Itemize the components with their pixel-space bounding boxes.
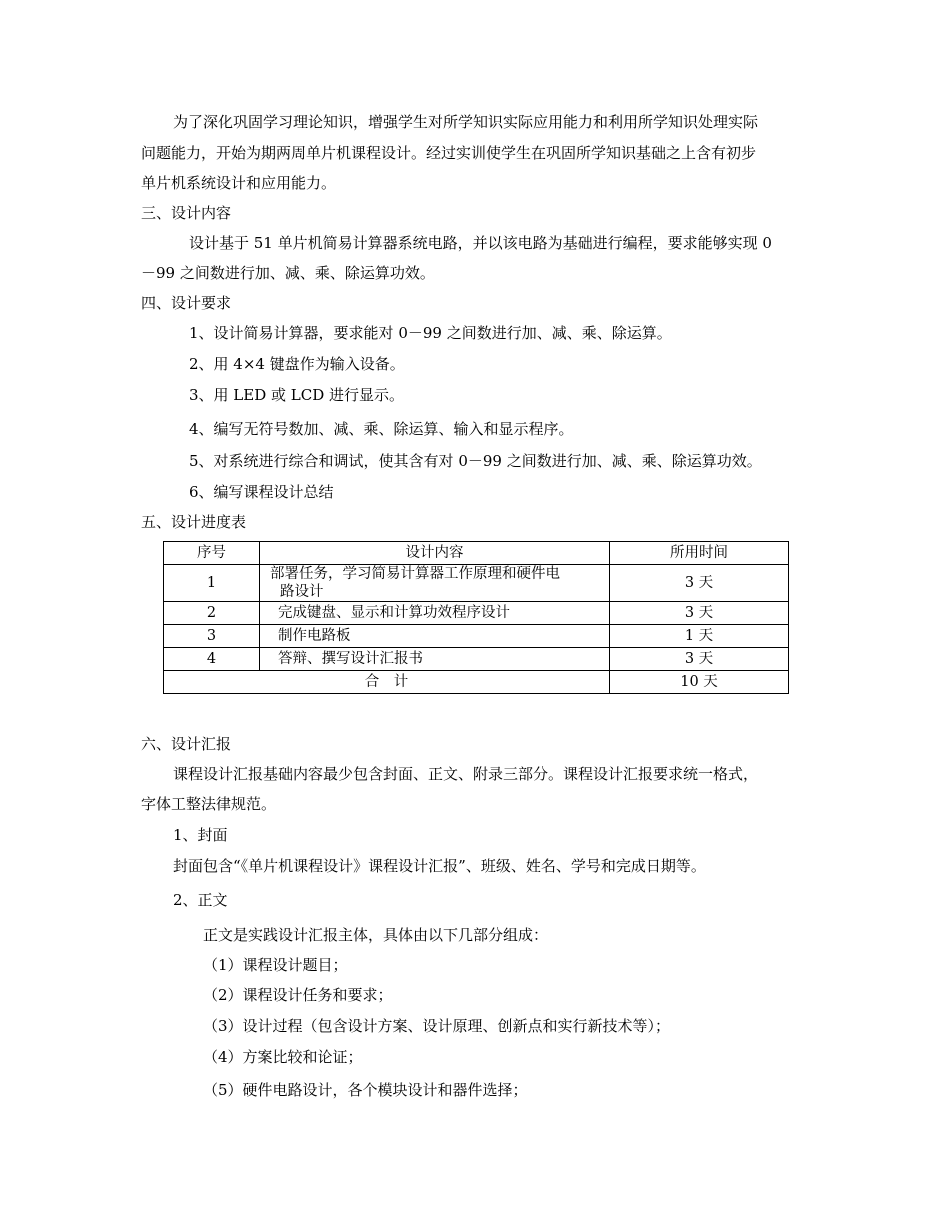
section-3-line-2: －99 之间数进行加、减、乘、除运算功效。: [141, 264, 435, 282]
row-content: [260, 565, 610, 602]
section-6-para-line-1: 课程设计汇报基础内容最少包含封面、正文、附录三部分。课程设计汇报要求统一格式，: [173, 765, 759, 783]
requirement-item: 6、编写课程设计总结: [189, 483, 334, 501]
table-row: [164, 625, 789, 648]
section-3-line-1: 设计基于 51 单片机简易计算器系统电路，并以该电路为基础进行编程，要求能够实现 0: [189, 234, 772, 252]
requirement-item: 1、设计简易计算器，要求能对 0－99 之间数进行加、减、乘、除运算。: [189, 324, 672, 342]
section-3-heading: 三、设计内容: [141, 204, 232, 222]
list-item: （4）方案比较和论证；: [203, 1048, 363, 1066]
row-time: 3 天: [610, 602, 789, 625]
row-time: 3 天: [610, 565, 789, 602]
table-header-row: [164, 542, 789, 565]
row-content: 完成键盘、显示和计算功效程序设计: [260, 602, 610, 625]
table-row: [164, 648, 789, 671]
intro-line-1: 为了深化巩固学习理论知识，增强学生对所学知识实际应用能力和利用所学知识处理实际: [173, 113, 759, 131]
row-number: 3: [164, 625, 260, 648]
subsection-2-heading: 2、正文: [173, 891, 228, 909]
row-content-line: 部署任务，学习简易计算器工作原理和硬件电: [270, 566, 560, 582]
row-number: 1: [164, 565, 260, 602]
row-time: 3 天: [610, 648, 789, 671]
row-number: 2: [164, 602, 260, 625]
subsection-1-heading: 1、封面: [173, 826, 228, 844]
table-total-row: [164, 671, 789, 694]
list-item: （1）课程设计题目；: [203, 956, 348, 974]
row-content: 制作电路板: [260, 625, 610, 648]
intro-line-2: 问题能力，开始为期两周单片机课程设计。经过实训使学生在巩固所学知识基础之上含有初步: [141, 144, 757, 162]
header-cell: 设计内容: [260, 542, 610, 565]
row-time: 1 天: [610, 625, 789, 648]
requirement-item: 4、编写无符号数加、减、乘、除运算、输入和显示程序。: [189, 420, 574, 438]
list-item: （5）硬件电路设计，各个模块设计和器件选择；: [203, 1081, 528, 1099]
section-6-para-line-2: 字体工整法律规范。: [141, 795, 277, 813]
requirement-item: 2、用 4×4 键盘作为输入设备。: [189, 355, 405, 373]
list-item: （3）设计过程（包含设计方案、设计原理、创新点和实行新技术等）；: [203, 1017, 671, 1035]
list-item: （2）课程设计任务和要求；: [203, 986, 393, 1004]
row-content: 答辩、撰写设计汇报书: [260, 648, 610, 671]
row-content-line: 路设计: [280, 584, 324, 600]
table-row: [164, 565, 789, 602]
subsection-2-text: 正文是实践设计汇报主体，具体由以下几部分组成：: [203, 926, 549, 944]
total-value: 10 天: [610, 671, 789, 694]
section-5-heading: 五、设计进度表: [141, 513, 247, 531]
section-4-heading: 四、设计要求: [141, 294, 232, 312]
requirement-item: 3、用 LED 或 LCD 进行显示。: [189, 386, 405, 404]
header-cell: 所用时间: [610, 542, 789, 565]
total-label: 合 计: [164, 671, 610, 694]
requirement-item: 5、对系统进行综合和调试，使其含有对 0－99 之间数进行加、减、乘、除运算功效。: [189, 452, 762, 470]
header-cell: 序号: [164, 542, 260, 565]
table-row: [164, 602, 789, 625]
intro-line-3: 单片机系统设计和应用能力。: [141, 174, 337, 192]
section-6-heading: 六、设计汇报: [141, 735, 232, 753]
schedule-table: [163, 541, 789, 694]
subsection-1-text: 封面包含“《单片机课程设计》课程设计汇报”、班级、姓名、学号和完成日期等。: [173, 857, 706, 875]
row-number: 4: [164, 648, 260, 671]
